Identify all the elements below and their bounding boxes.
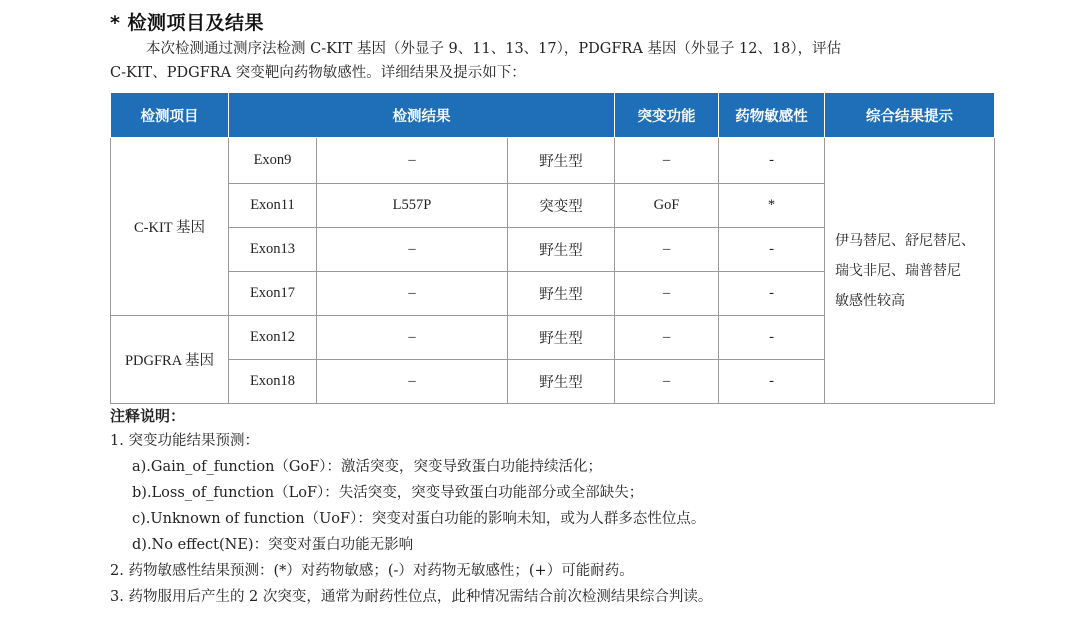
sensitivity-cell: -: [719, 272, 825, 316]
header-drug-sensitivity: 药物敏感性: [719, 93, 825, 138]
note-subitem: c).Unknown of function（UoF）：突变对蛋白功能的影响未知，或为人群多态性位点。: [132, 511, 706, 527]
note-subitem: d).No effect(NE)：突变对蛋白功能无影响: [132, 537, 414, 553]
results-table: [110, 93, 995, 404]
intro-paragraph: [110, 37, 995, 85]
variant-cell: –: [317, 360, 508, 404]
header-mutation-function: 突变功能: [615, 93, 719, 138]
type-cell: 野生型: [508, 316, 615, 360]
function-cell: –: [615, 316, 719, 360]
variant-cell: –: [317, 272, 508, 316]
type-cell: 野生型: [508, 138, 615, 184]
sensitivity-cell: -: [719, 228, 825, 272]
summary-line-3: 敏感性较高: [835, 292, 906, 309]
type-cell: 野生型: [508, 272, 615, 316]
function-cell: –: [615, 138, 719, 184]
note-subitem: b).Loss_of_function（LoF）：失活突变，突变导致蛋白功能部分或全部缺失；: [132, 485, 644, 501]
exon-cell: Exon17: [229, 272, 317, 316]
header-summary: 综合结果提示: [825, 93, 995, 138]
header-test-item: 检测项目: [111, 93, 229, 138]
variant-cell: –: [317, 138, 508, 184]
table-row: [111, 138, 995, 184]
sensitivity-cell: -: [719, 316, 825, 360]
notes-section: [110, 404, 1010, 610]
exon-cell: Exon9: [229, 138, 317, 184]
sensitivity-cell: *: [719, 184, 825, 228]
type-cell: 野生型: [508, 228, 615, 272]
header-test-result: 检测结果: [229, 93, 615, 138]
function-cell: –: [615, 272, 719, 316]
sensitivity-cell: -: [719, 360, 825, 404]
intro-line-1: 本次检测通过测序法检测 C-KIT 基因（外显子 9、11、13、17），PDGFRA 基因（外显子 12、18），评估: [146, 41, 842, 57]
intro-line-2: C-KIT、PDGFRA 突变靶向药物敏感性。详细结果及提示如下：: [110, 65, 526, 81]
variant-cell: –: [317, 316, 508, 360]
note-item: 3. 药物服用后产生的 2 次突变，通常为耐药性位点，此种情况需结合前次检测结果综合判读。: [110, 589, 713, 605]
gene-ckit: C-KIT 基因: [111, 138, 229, 316]
summary-line-2: 瑞戈非尼、瑞普替尼: [835, 262, 962, 279]
note-item: 2. 药物敏感性结果预测：(*）对药物敏感；(-）对药物无敏感性；(+）可能耐药。: [110, 563, 634, 579]
exon-cell: Exon18: [229, 360, 317, 404]
function-cell: –: [615, 228, 719, 272]
note-item: 1. 突变功能结果预测：: [110, 433, 259, 449]
variant-cell: L557P: [317, 184, 508, 228]
exon-cell: Exon12: [229, 316, 317, 360]
gene-pdgfra: PDGFRA 基因: [111, 316, 229, 404]
summary-cell: [825, 138, 995, 404]
section-title: * 检测项目及结果: [110, 12, 265, 34]
notes-title: 注释说明：: [110, 407, 186, 425]
type-cell-mutant: 突变型: [508, 184, 615, 228]
table-header-row: [111, 93, 995, 138]
exon-cell: Exon11: [229, 184, 317, 228]
function-cell: GoF: [615, 184, 719, 228]
type-cell: 野生型: [508, 360, 615, 404]
note-subitem: a).Gain_of_function（GoF）：激活突变，突变导致蛋白功能持续活化；: [132, 459, 603, 475]
exon-cell: Exon13: [229, 228, 317, 272]
sensitivity-cell: -: [719, 138, 825, 184]
function-cell: –: [615, 360, 719, 404]
summary-line-1: 伊马替尼、舒尼替尼、: [835, 232, 976, 249]
variant-cell: –: [317, 228, 508, 272]
